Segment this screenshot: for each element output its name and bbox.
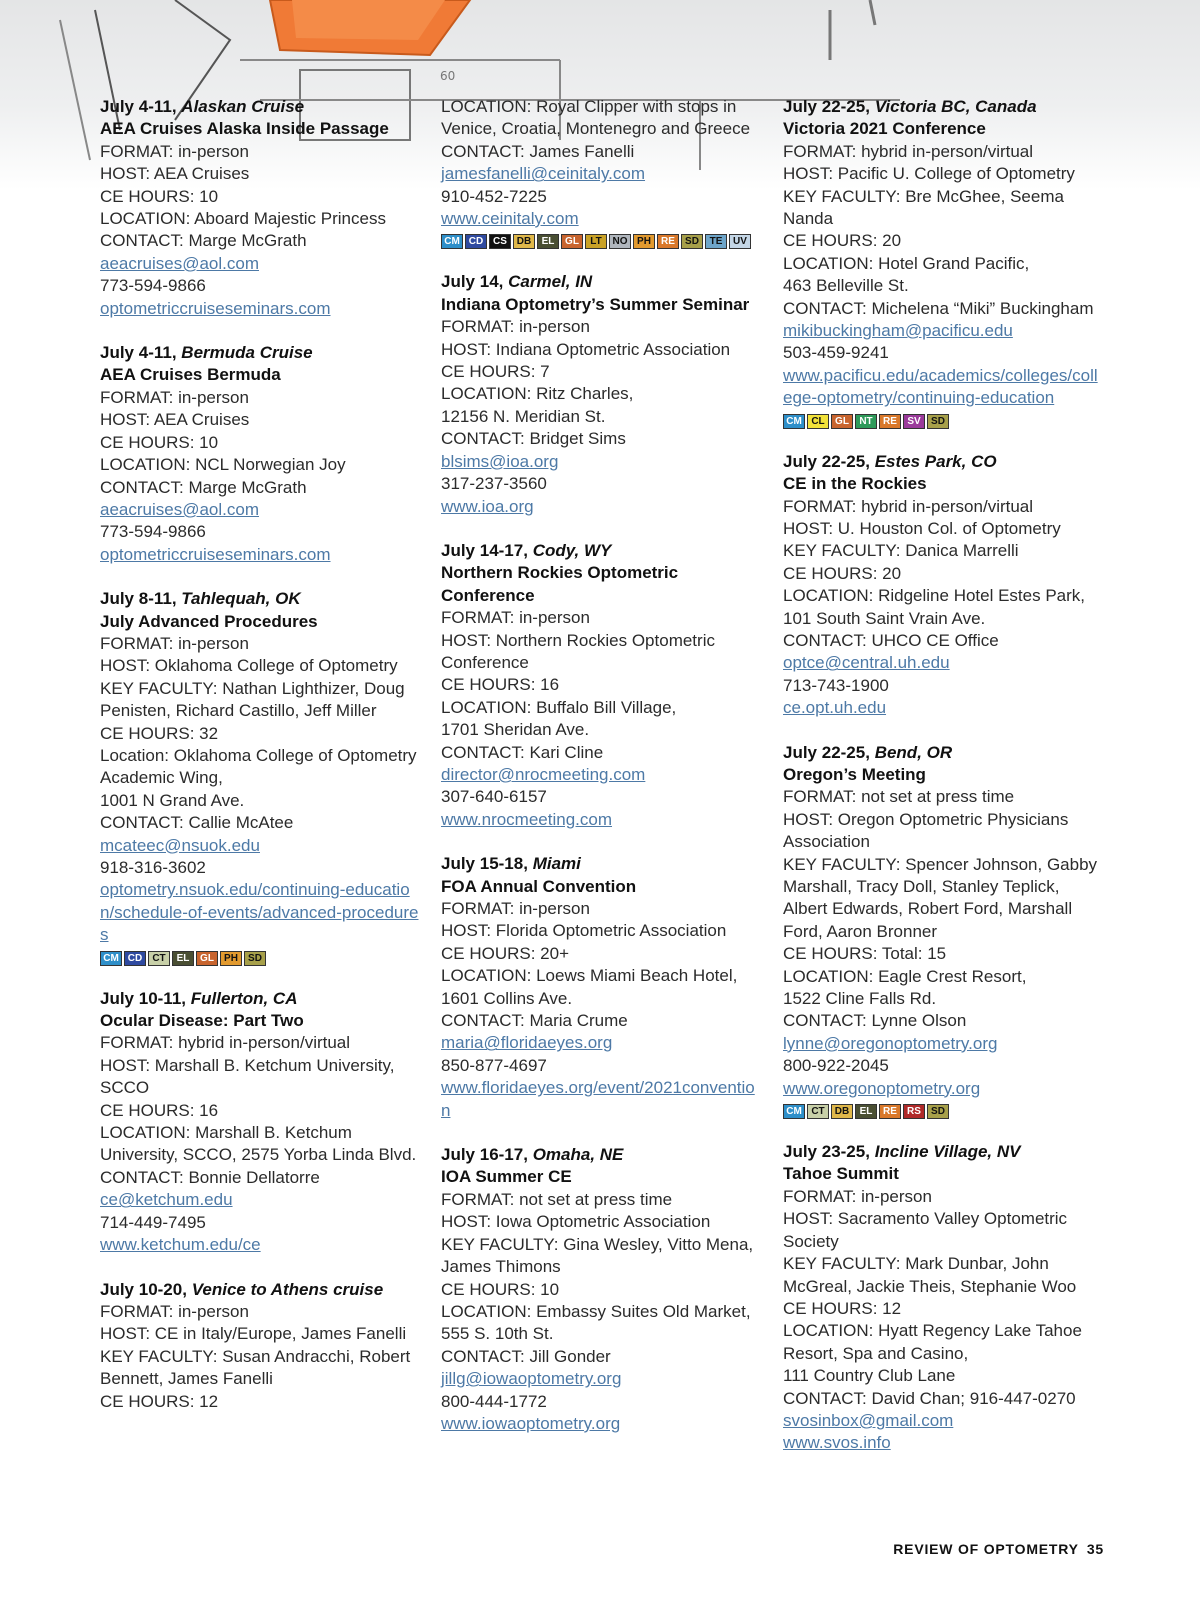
event-detail: CONTACT: Bonnie Dellatorre xyxy=(100,1167,320,1187)
email-link[interactable]: mcateec@nsuok.edu xyxy=(100,835,260,855)
website-link[interactable]: www.oregonoptometry.org xyxy=(783,1078,981,1098)
event-date: July 14, xyxy=(441,272,504,292)
event-detail: 111 Country Club Lane xyxy=(783,1366,956,1386)
event-detail: 1601 Collins Ave. xyxy=(441,988,573,1008)
event-title: July Advanced Procedures xyxy=(100,611,318,631)
website-link[interactable]: www.ioa.org xyxy=(441,496,534,516)
event-dateline xyxy=(441,540,761,562)
event-dateline xyxy=(441,853,761,875)
website-link[interactable]: www.ketchum.edu/ce xyxy=(100,1235,261,1255)
topic-tag: GL xyxy=(196,951,218,966)
event-dateline xyxy=(783,96,1103,118)
email-link[interactable]: mikibuckingham@pacificu.edu xyxy=(783,321,1013,341)
event-detail: CONTACT: David Chan; 916-447-0270 xyxy=(783,1388,1076,1408)
topic-tag: RE xyxy=(879,1104,901,1119)
event-title: AEA Cruises Bermuda xyxy=(100,365,281,385)
event-detail: LOCATION: Loews Miami Beach Hotel, xyxy=(441,966,738,986)
event-detail: HOST: Northern Rockies Optometric Conference xyxy=(441,630,715,672)
event-listing xyxy=(100,1279,420,1413)
event-dateline xyxy=(441,1144,761,1166)
event-date: July 23-25, xyxy=(783,1142,870,1162)
topic-tag: RE xyxy=(657,234,679,249)
event-detail: FORMAT: hybrid in-person/virtual xyxy=(783,496,1034,516)
event-detail: HOST: Sacramento Valley Optometric Society xyxy=(783,1209,1068,1251)
event-location: Cody, WY xyxy=(532,540,612,560)
event-dateline xyxy=(100,342,420,364)
event-detail: KEY FACULTY: Danica Marrelli xyxy=(783,541,1019,561)
event-location: Bend, OR xyxy=(874,742,953,762)
event-listing xyxy=(100,96,420,320)
event-title: Victoria 2021 Conference xyxy=(783,119,986,139)
topic-tags xyxy=(441,234,761,249)
event-detail: KEY FACULTY: Mark Dunbar, John McGreal, Jackie Theis, Stephanie Woo xyxy=(783,1254,1077,1296)
event-detail: LOCATION: Eagle Crest Resort, xyxy=(783,966,1027,986)
event-detail: HOST: Indiana Optometric Association xyxy=(441,339,731,359)
topic-tag: PH xyxy=(633,234,655,249)
event-date: July 22-25, xyxy=(783,451,870,471)
event-detail: 463 Belleville St. xyxy=(783,276,909,296)
event-date: July 4-11, xyxy=(100,343,177,363)
event-detail: CE HOURS: 12 xyxy=(783,1298,902,1318)
phone-number: 307-640-6157 xyxy=(441,787,547,807)
event-detail: HOST: AEA Cruises xyxy=(100,410,250,430)
event-detail: LOCATION: Aboard Majestic Princess xyxy=(100,209,386,229)
event-detail: CONTACT: Callie McAtee xyxy=(100,813,294,833)
event-detail: FORMAT: in-person xyxy=(441,899,590,918)
event-detail: FORMAT: in-person xyxy=(100,387,249,407)
event-detail: CE HOURS: 16 xyxy=(441,675,560,695)
event-detail: LOCATION: NCL Norwegian Joy xyxy=(100,455,346,475)
event-title: FOA Annual Convention xyxy=(441,876,637,896)
event-detail: FORMAT: not set at press time xyxy=(783,787,1015,807)
event-listing xyxy=(783,451,1103,720)
event-dateline xyxy=(100,988,420,1010)
column-2 xyxy=(441,96,761,1457)
event-date: July 16-17, xyxy=(441,1145,528,1165)
page-footer xyxy=(893,1541,1104,1557)
website-link[interactable]: ce.opt.uh.edu xyxy=(783,698,887,718)
event-location: Estes Park, CO xyxy=(874,451,997,471)
event-detail: LOCATION: Buffalo Bill Village, xyxy=(441,697,677,717)
topic-tag: CM xyxy=(441,234,463,249)
event-detail: CONTACT: Michelena “Miki” Buckingham xyxy=(783,298,1094,318)
event-listing xyxy=(441,1144,761,1435)
event-listing xyxy=(441,271,761,517)
event-detail: HOST: Iowa Optometric Association xyxy=(441,1212,711,1232)
event-date: July 10-11, xyxy=(100,988,187,1008)
event-location: Miami xyxy=(532,854,581,874)
topic-tag: SD xyxy=(927,1104,949,1119)
event-date: July 4-11, xyxy=(100,97,177,116)
topic-tag: SD xyxy=(927,414,949,429)
event-location: Carmel, IN xyxy=(508,272,593,292)
website-link[interactable]: www.nrocmeeting.com xyxy=(441,809,613,829)
phone-number: 850-877-4697 xyxy=(441,1055,547,1075)
publication-name: REVIEW OF OPTOMETRY xyxy=(893,1541,1079,1557)
phone-number: 317-237-3560 xyxy=(441,474,547,494)
topic-tag: UV xyxy=(729,234,751,249)
phone-number: 773-594-9866 xyxy=(100,276,206,296)
event-detail: FORMAT: in-person xyxy=(783,1186,932,1206)
event-listing xyxy=(783,1141,1103,1455)
event-title: Ocular Disease: Part Two xyxy=(100,1011,304,1031)
event-detail: KEY FACULTY: Susan Andracchi, Robert Bennett, James Fanelli xyxy=(100,1346,411,1389)
event-location: Incline Village, NV xyxy=(874,1142,1021,1162)
topic-tag: SV xyxy=(903,414,925,429)
event-detail: CONTACT: UHCO CE Office xyxy=(783,630,999,650)
phone-number: 714-449-7495 xyxy=(100,1212,206,1232)
website-link[interactable]: www.floridaeyes.org/event/2021convention xyxy=(441,1078,755,1120)
topic-tag: RS xyxy=(903,1104,925,1119)
event-detail: KEY FACULTY: Spencer Johnson, Gabby Marshall, Tracy Doll, Stanley Teplick, Albert Edwards, Robert Ford, Marshall Ford, Aaron Bronner xyxy=(783,854,1098,941)
event-location: Omaha, NE xyxy=(532,1145,624,1165)
phone-number: 713-743-1900 xyxy=(783,675,889,695)
event-detail: CE HOURS: 20 xyxy=(783,231,902,251)
website-link[interactable]: www.iowaoptometry.org xyxy=(441,1413,621,1433)
topic-tag: CT xyxy=(148,951,170,966)
event-detail: 12156 N. Meridian St. xyxy=(441,406,606,426)
event-detail: LOCATION: Embassy Suites Old Market, 555 S. 10th St. xyxy=(441,1301,751,1344)
phone-number: 800-444-1772 xyxy=(441,1391,547,1411)
event-detail: KEY FACULTY: Nathan Lighthizer, Doug Penisten, Richard Castillo, Jeff Miller xyxy=(100,678,405,721)
topic-tag: CL xyxy=(807,414,829,429)
event-detail: CE HOURS: 16 xyxy=(100,1100,219,1120)
event-listing xyxy=(441,853,761,1122)
event-detail: CONTACT: Jill Gonder xyxy=(441,1346,611,1366)
column-1 xyxy=(100,96,420,1435)
topic-tag: RE xyxy=(879,414,901,429)
event-listing xyxy=(783,742,1103,1120)
topic-tag: CM xyxy=(783,1104,805,1119)
event-detail: CONTACT: Lynne Olson xyxy=(783,1011,967,1031)
event-detail: CE HOURS: 10 xyxy=(100,432,219,452)
email-link[interactable]: lynne@oregonoptometry.org xyxy=(783,1033,998,1053)
topic-tags xyxy=(100,951,420,966)
topic-tag: CM xyxy=(783,414,805,429)
event-title: IOA Summer CE xyxy=(441,1167,572,1187)
event-detail: LOCATION: Hyatt Regency Lake Tahoe Resort, Spa and Casino, xyxy=(783,1321,1082,1363)
event-listing xyxy=(441,540,761,831)
event-detail: HOST: Pacific U. College of Optometry xyxy=(783,164,1075,184)
event-detail: FORMAT: in-person xyxy=(441,608,590,628)
event-dateline xyxy=(100,588,420,610)
email-link[interactable]: maria@floridaeyes.org xyxy=(441,1033,613,1053)
topic-tag: CD xyxy=(124,951,146,966)
topic-tag: NT xyxy=(855,414,877,429)
topic-tag: CM xyxy=(100,951,122,966)
event-detail: HOST: U. Houston Col. of Optometry xyxy=(783,518,1061,538)
event-detail: CE HOURS: 10 xyxy=(100,186,219,206)
event-date: July 22-25, xyxy=(783,97,870,116)
event-location: Victoria BC, Canada xyxy=(874,97,1037,116)
event-detail: CE HOURS: 12 xyxy=(100,1391,219,1411)
event-date: July 10-20, xyxy=(100,1279,187,1299)
event-detail: LOCATION: Royal Clipper with stops in Venice, Croatia, Montenegro and Greece xyxy=(441,97,751,139)
email-link[interactable]: optce@central.uh.edu xyxy=(783,653,950,673)
event-location: Alaskan Cruise xyxy=(181,97,305,116)
phone-number: 503-459-9241 xyxy=(783,343,889,363)
email-link[interactable]: jamesfanelli@ceinitaly.com xyxy=(441,164,646,184)
svg-text:60: 60 xyxy=(440,69,456,83)
topic-tag: DB xyxy=(513,234,535,249)
phone-number: 773-594-9866 xyxy=(100,522,206,542)
event-detail: HOST: CE in Italy/Europe, James Fanelli xyxy=(100,1324,407,1344)
topic-tag: TE xyxy=(705,234,727,249)
event-date: July 15-18, xyxy=(441,854,528,874)
website-link[interactable]: www.pacificu.edu/academics/colleges/college-optometry/continuing-education xyxy=(783,365,1098,408)
event-detail: FORMAT: not set at press time xyxy=(441,1189,673,1209)
event-detail: FORMAT: hybrid in-person/virtual xyxy=(100,1033,351,1053)
email-link[interactable]: blsims@ioa.org xyxy=(441,451,559,471)
event-listing xyxy=(100,342,420,566)
topic-tag: GL xyxy=(561,234,583,249)
event-detail: KEY FACULTY: Gina Wesley, Vitto Mena, James Thimons xyxy=(441,1234,754,1277)
event-detail: CONTACT: Marge McGrath xyxy=(100,477,307,497)
topic-tag: GL xyxy=(831,414,853,429)
event-detail: FORMAT: in-person xyxy=(100,141,249,161)
topic-tag: EL xyxy=(537,234,559,249)
event-location: Fullerton, CA xyxy=(190,988,298,1008)
event-dateline xyxy=(100,96,420,118)
event-dateline xyxy=(783,1141,1103,1163)
event-date: July 14-17, xyxy=(441,540,528,560)
email-link[interactable]: svosinbox@gmail.com xyxy=(783,1410,954,1430)
topic-tags xyxy=(783,1104,1103,1119)
topic-tag: PH xyxy=(220,951,242,966)
event-detail: FORMAT: in-person xyxy=(100,633,249,653)
event-detail: CE HOURS: 10 xyxy=(441,1279,560,1299)
event-detail: CE HOURS: Total: 15 xyxy=(783,944,947,964)
event-date: July 8-11, xyxy=(100,589,177,609)
event-location: Bermuda Cruise xyxy=(181,343,313,363)
event-detail: CE HOURS: 20 xyxy=(783,563,902,583)
event-detail: LOCATION: Marshall B. Ketchum University, SCCO, 2575 Yorba Linda Blvd. xyxy=(100,1123,417,1165)
phone-number: 910-452-7225 xyxy=(441,186,547,206)
phone-number: 800-922-2045 xyxy=(783,1056,889,1076)
event-listing xyxy=(783,96,1103,429)
event-listing xyxy=(100,988,420,1257)
event-detail: LOCATION: Hotel Grand Pacific, xyxy=(783,253,1030,273)
email-link[interactable]: jillg@iowaoptometry.org xyxy=(441,1369,622,1389)
event-date: July 22-25, xyxy=(783,742,870,762)
email-link[interactable]: aeacruises@aol.com xyxy=(100,499,259,519)
topic-tag: DB xyxy=(831,1104,853,1119)
event-dateline xyxy=(783,451,1103,473)
website-link[interactable]: www.svos.info xyxy=(783,1433,891,1453)
event-detail: CE HOURS: 7 xyxy=(441,362,550,382)
event-detail: CE HOURS: 32 xyxy=(100,723,219,743)
event-title: AEA Cruises Alaska Inside Passage xyxy=(100,119,389,139)
event-detail: HOST: Oklahoma College of Optometry xyxy=(100,656,398,676)
event-detail: CONTACT: Marge McGrath xyxy=(100,231,307,251)
website-link[interactable]: optometry.nsuok.edu/continuing-education/schedule-of-events/advanced-procedures xyxy=(100,880,419,945)
topic-tag: LT xyxy=(585,234,607,249)
event-detail: HOST: Marshall B. Ketchum University, SCCO xyxy=(100,1055,395,1098)
event-detail: HOST: Florida Optometric Association xyxy=(441,921,727,941)
event-detail: HOST: AEA Cruises xyxy=(100,164,250,184)
event-detail: HOST: Oregon Optometric Physicians Association xyxy=(783,809,1069,852)
topic-tag: EL xyxy=(855,1104,877,1119)
event-detail: KEY FACULTY: Bre McGhee, Seema Nanda xyxy=(783,186,1064,229)
event-dateline xyxy=(100,1279,420,1301)
topic-tag: EL xyxy=(172,951,194,966)
topic-tag: CS xyxy=(489,234,511,249)
event-detail: CONTACT: Bridget Sims xyxy=(441,429,626,449)
email-link[interactable]: director@nrocmeeting.com xyxy=(441,764,646,784)
event-detail: CONTACT: Kari Cline xyxy=(441,742,604,762)
event-detail: FORMAT: hybrid in-person/virtual xyxy=(783,141,1034,161)
event-listing xyxy=(441,96,761,249)
event-location: Tahlequah, OK xyxy=(181,589,301,609)
event-detail: FORMAT: in-person xyxy=(441,317,590,337)
email-link[interactable]: aeacruises@aol.com xyxy=(100,253,259,273)
event-title: Indiana Optometry’s Summer Seminar xyxy=(441,294,750,314)
phone-number: 918-316-3602 xyxy=(100,858,206,877)
event-title: Northern Rockies Optometric Conference xyxy=(441,563,679,605)
website-link[interactable]: www.ceinitaly.com xyxy=(441,209,579,229)
event-detail: 1522 Cline Falls Rd. xyxy=(783,989,937,1009)
event-detail: CONTACT: James Fanelli xyxy=(441,141,635,161)
event-detail: CONTACT: Maria Crume xyxy=(441,1011,628,1031)
event-detail: LOCATION: Ridgeline Hotel Estes Park, 101 South Saint Vrain Ave. xyxy=(783,586,1086,628)
topic-tags xyxy=(783,414,1103,429)
event-detail: LOCATION: Ritz Charles, xyxy=(441,384,634,404)
email-link[interactable]: ce@ketchum.edu xyxy=(100,1190,233,1210)
topic-tag: CT xyxy=(807,1104,829,1119)
topic-tag: CD xyxy=(465,234,487,249)
column-3 xyxy=(783,96,1103,1477)
event-title: CE in the Rockies xyxy=(783,474,927,494)
website-link[interactable]: optometriccruiseseminars.com xyxy=(100,544,331,564)
event-dateline xyxy=(783,742,1103,764)
event-detail: 1701 Sheridan Ave. xyxy=(441,720,590,740)
topic-tag: NO xyxy=(609,234,631,249)
website-link[interactable]: optometriccruiseseminars.com xyxy=(100,298,331,318)
topic-tag: SD xyxy=(244,951,266,966)
event-detail: 1001 N Grand Ave. xyxy=(100,790,245,810)
event-title: Oregon’s Meeting xyxy=(783,764,926,784)
page-number: 35 xyxy=(1086,1541,1104,1557)
event-title: Tahoe Summit xyxy=(783,1164,899,1184)
event-detail: Location: Oklahoma College of Optometry Academic Wing, xyxy=(100,745,417,788)
topic-tag: SD xyxy=(681,234,703,249)
event-detail: CE HOURS: 20+ xyxy=(441,943,570,963)
event-location: Venice to Athens cruise xyxy=(191,1279,384,1299)
event-detail: FORMAT: in-person xyxy=(100,1301,249,1321)
event-dateline xyxy=(441,271,761,293)
event-listing xyxy=(100,588,420,966)
